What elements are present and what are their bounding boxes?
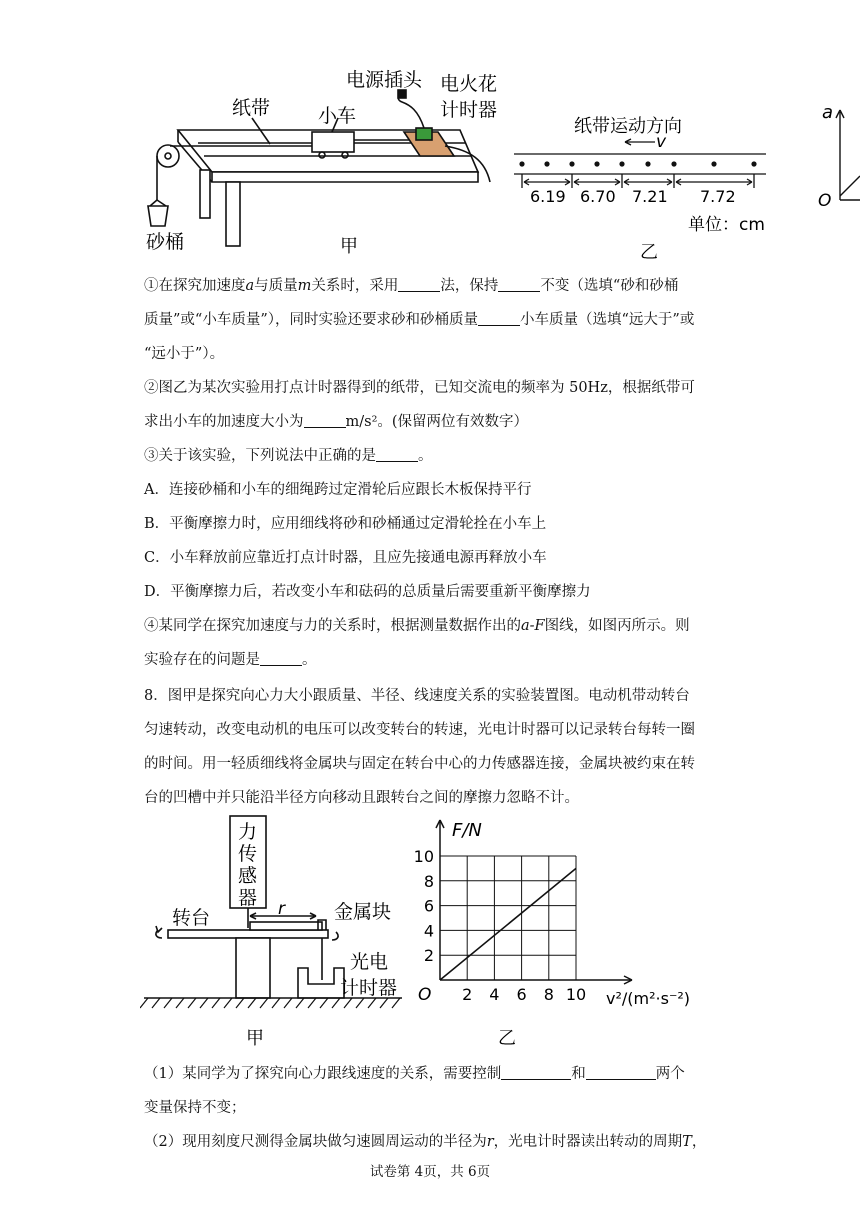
timer-label-1: 电火花: [440, 73, 498, 95]
origin-label: O: [418, 985, 432, 1005]
x-tick-label: 6: [516, 985, 527, 1004]
radius-label: r: [278, 899, 285, 919]
x-tick-label: 8: [543, 985, 554, 1004]
tape-unit-label: 单位：cm: [688, 215, 765, 235]
tape-segment-2: 6.70: [580, 187, 616, 206]
power-plug-label: 电源插头: [346, 69, 423, 91]
q8-sub1-line2: 变量保持不变；: [144, 1100, 246, 1116]
q7-sub1-line2: 质量”或“小车质量”），同时实验还要求砂和砂桶质量 小车质量（选填“远大于”或: [144, 312, 695, 328]
y-tick-label: 10: [413, 847, 434, 866]
answer-blank[interactable]: [501, 1065, 571, 1080]
a-f-graph-clipped: [814, 100, 860, 220]
q7-option-c: C．小车释放前应靠近打点计时器，且应先接通电源再释放小车: [144, 550, 547, 566]
tape-segment-4: 7.72: [700, 187, 736, 206]
q7-sub4-line1: ④某同学在探究加速度与力的关系时，根据测量数据作出的a-F图线，如图丙所示。则: [144, 618, 690, 634]
q8-line2: 匀速转动，改变电动机的电压可以改变转台的转速，光电计时器可以记录转台每转一圈: [144, 722, 695, 738]
q8-line4: 台的凹槽中并只能沿半径方向移动且跟转台之间的摩擦力忽略不计。: [144, 790, 579, 806]
x-tick-label: 10: [565, 985, 587, 1004]
q7-option-b: B．平衡摩擦力时，应用细线将砂和砂桶通过定滑轮拴在小车上: [144, 516, 547, 532]
y-tick-label: 2: [423, 946, 434, 966]
q8-line3: 的时间。用一轻质细线将金属块与固定在转台中心的力传感器连接，金属块被约束在转: [144, 756, 695, 772]
photogate-label-1: 光电: [350, 951, 389, 973]
origin-label-fig3: O: [818, 191, 832, 211]
sensor-label-4: 器: [238, 887, 258, 909]
answer-blank[interactable]: [398, 277, 440, 292]
tape-direction-label: 纸带运动方向: [574, 116, 682, 137]
series-line: [440, 868, 576, 980]
y-tick-label: 6: [423, 896, 434, 916]
x-tick-label: 4: [489, 985, 500, 1004]
timer-label-2: 计时器: [440, 99, 498, 121]
figure-caption-jia: 甲: [340, 236, 358, 257]
f-v2-chart: [410, 812, 710, 1052]
answer-blank[interactable]: [304, 413, 346, 428]
q7-sub1-line3: “远小于”）。: [144, 346, 225, 362]
metal-block-label: 金属块: [334, 901, 392, 923]
chart-grid: [440, 856, 576, 980]
tape-segment-1: 6.19: [530, 187, 566, 206]
answer-blank[interactable]: [498, 277, 540, 292]
turntable-apparatus-figure: [140, 812, 410, 1052]
sand-bucket-label: 砂桶: [146, 231, 185, 253]
q7-sub2-line2: 求出小车的加速度大小为 m/s²。(保留两位有效数字）: [144, 414, 529, 430]
tape-segment-3: 7.21: [632, 187, 668, 206]
q7-option-d: D．平衡摩擦力后，若改变小车和砝码的总质量后需要重新平衡摩擦力: [144, 584, 591, 600]
photogate-label-2: 计时器: [340, 977, 398, 999]
a-axis-label: a: [822, 102, 834, 123]
paper-tape-figure: [510, 110, 800, 262]
y-axis-label: F/N: [452, 820, 482, 841]
q8-sub1-line1: （1）某同学为了探究向心力跟线速度的关系，需要控制 和 两个: [144, 1066, 685, 1082]
answer-blank[interactable]: [260, 651, 302, 666]
velocity-symbol: v: [656, 132, 667, 152]
cart-label: 小车: [318, 105, 357, 127]
q8-sub2-line1: （2）现用刻度尺测得金属块做匀速圆周运动的半径为r，光电计时器读出转动的周期T，: [144, 1134, 707, 1150]
sensor-label-3: 感: [238, 865, 258, 887]
answer-blank[interactable]: [586, 1065, 656, 1080]
sensor-label-2: 传: [238, 843, 258, 865]
q7-sub2-line1: ②图乙为某次实验用打点计时器得到的纸带，已知交流电的频率为 50Hz，根据纸带可: [144, 380, 695, 396]
q7-sub3: ③关于该实验，下列说法中正确的是 。: [144, 448, 433, 464]
figure-caption-yi-2: 乙: [498, 1028, 516, 1049]
x-tick-label: 2: [462, 985, 473, 1004]
answer-blank[interactable]: [376, 447, 418, 462]
y-tick-label: 8: [423, 871, 434, 891]
q7-sub1-line1: ①在探究加速度a与质量m关系时，采用 法，保持 不变（选填“砂和砂桶: [144, 278, 679, 294]
x-axis-label: v²/(m²·s⁻²): [606, 989, 691, 1008]
sensor-label-1: 力: [238, 821, 258, 843]
figure-caption-jia-2: 甲: [246, 1028, 264, 1049]
paper-tape-label: 纸带: [232, 97, 271, 119]
q7-sub4-line2: 实验存在的问题是 。: [144, 652, 317, 668]
page-footer: 试卷第 4页，共 6页: [369, 1164, 491, 1180]
turntable-label: 转台: [172, 907, 211, 929]
track-apparatus-figure: [140, 60, 510, 260]
chart-series: [440, 868, 576, 980]
figure-caption-yi: 乙: [640, 242, 658, 262]
y-tick-label: 4: [423, 921, 434, 941]
answer-blank[interactable]: [478, 311, 520, 326]
q7-option-a: A．连接砂桶和小车的细绳跨过定滑轮后应跟长木板保持平行: [144, 482, 532, 498]
q8-line1: 8．图甲是探究向心力大小跟质量、半径、线速度关系的实验装置图。电动机带动转台: [144, 688, 690, 704]
